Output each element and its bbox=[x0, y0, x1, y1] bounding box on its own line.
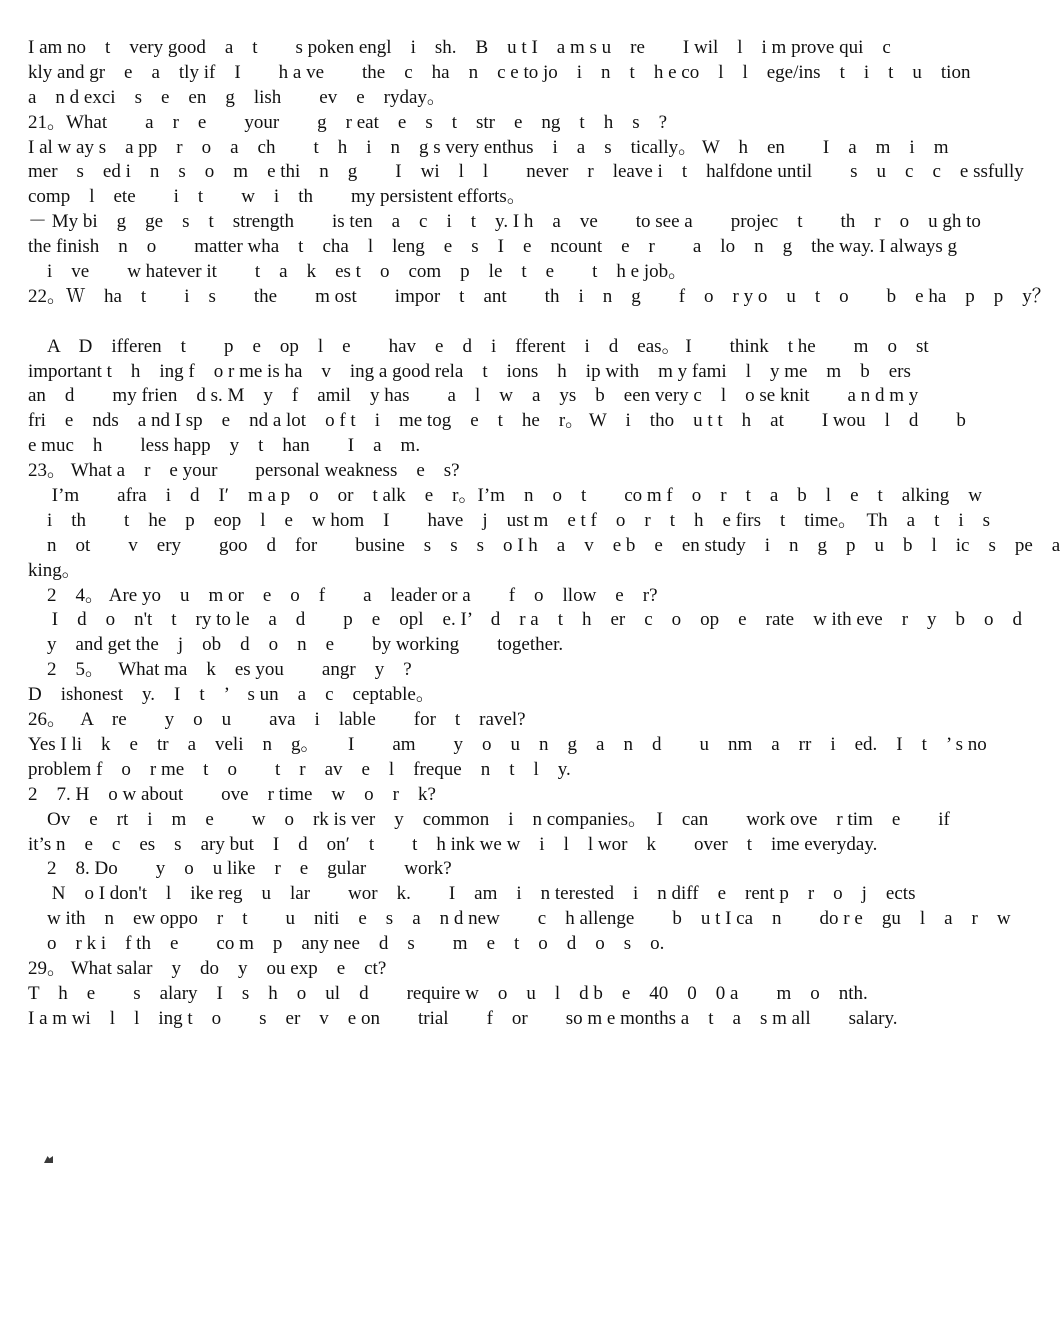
text-line: D ishonest y. I t ’ s un a c ceptable。 bbox=[28, 684, 435, 706]
text-line: w ith n ew oppo r t u niti e s a n d new c h allenge b u t I ca n do r e gu l a r w bbox=[28, 908, 1011, 930]
text-line: Ov e rt i m e w o rk is ver y common i n companies。 I can work ove r tim e if bbox=[28, 808, 950, 830]
text-line: an d my frien d s. M y f amil y has a l w a ys b een very c l o se knit a n d m y bbox=[28, 385, 919, 407]
question-25: 2 5。 What ma k es you angr y ? bbox=[28, 659, 412, 681]
text-line: mer s ed i n s o m e thi n g I wi l l never r leave i t halfdone until s u c c e ssfully bbox=[28, 161, 1024, 183]
text-line: fri e nds a nd I sp e nd a lot o f t i me tog e t he r。 W i tho u t t h at I wou l d b bbox=[28, 410, 966, 432]
text-line: a n d exci s e en g lish ev e ryday。 bbox=[28, 86, 446, 108]
text-line: the finish n o matter wha t cha l leng e s I e ncount e r a lo n g the way. I always g bbox=[28, 236, 958, 258]
text-line: o r k i f th e co m p any nee d s m e t o d o s o. bbox=[28, 933, 665, 955]
text-line: i ve w hatever it t a k es t o com p le t e t h e job。 bbox=[28, 261, 688, 283]
question-23: 23。 What a r e your personal weakness e s? bbox=[28, 460, 460, 482]
text-line: n ot v ery goo d for busine s s s o I h a v e b e en study i n g p u b l ic s pe a bbox=[28, 534, 1060, 556]
question-24: 2 4。 Are yo u m or e o f a leader or a f o llow e r? bbox=[28, 584, 658, 606]
text-line: kly and gr e a tly if I h a ve the c ha n c e to jo i n t h e co l l ege/ins t i t u tion bbox=[28, 61, 971, 83]
text-line: i th t he p eop l e w hom I have j ust m e t f o r t h e firs t time。 Th a t i s bbox=[28, 509, 991, 531]
text-line: I al w ay s a pp r o a ch t h i n g s very enthus i a s tically。 W h en I a m i m bbox=[28, 136, 949, 158]
text-line: important t h ing f o r me is ha v ing a good rela t ions h ip with m y fami l y me m b ers bbox=[28, 360, 911, 382]
question-29: 29。 What salar y do y ou exp e ct? bbox=[28, 957, 387, 979]
blank-line bbox=[28, 310, 924, 335]
text-line: N o I don't l ike reg u lar wor k. I am i n terested i n diff e rent p r o j ects bbox=[28, 883, 916, 905]
text-line: － My bi g ge s t strength is ten a c i t y. I h a ve to see a projec t th r o u gh to bbox=[28, 211, 981, 233]
question-27: 2 7. H o w about ove r time w o r k? bbox=[28, 783, 436, 805]
text-line: y and get the j ob d o n e by working together. bbox=[28, 634, 564, 656]
question-28: 2 8. Do y o u like r e gular work? bbox=[28, 858, 452, 880]
text-line: I’m afra i d I′ m a p o or t alk e r。I’m n o t co m f o r t a b l e t alking w bbox=[28, 485, 983, 507]
text-line: I am no t very good a t s poken engl i sh. B u t I a m s u re I wil l i m prove qui c bbox=[28, 37, 891, 58]
text-line: I d o n't t ry to le a d p e opl e. I’ d r a t h er c o op e rate w ith eve r y b o d bbox=[28, 609, 1023, 631]
text-line: T h e s alary I s h o ul d require w o u l d b e 40 0 0 a m o nth. bbox=[28, 982, 868, 1004]
scan-mark-icon bbox=[44, 1156, 53, 1163]
text-line: king。 bbox=[28, 559, 81, 581]
text-line: A D ifferen t p e op l e hav e d i fferent i d eas。 I think t he m o st bbox=[28, 335, 929, 357]
text-line: Yes I li k e tr a veli n g。 I am y o u n g a n d u nm a rr i ed. I t ’ s no bbox=[28, 733, 987, 755]
text-line: problem f o r me t o t r av e l freque n t l y. bbox=[28, 758, 571, 780]
question-22: 22。Ｗ ha t i s the m ost impor t ant th i n g f o r y o u t o b e ha p p y？ bbox=[28, 285, 1051, 307]
text-line: e muc h less happ y t han I a m. bbox=[28, 435, 421, 457]
question-21: 21。What a r e your g r eat e s t str e ng t h s ? bbox=[28, 111, 668, 133]
text-line: it’s n e c es s ary but I d on′ t t h ink we w i l l wor k over t ime everyday. bbox=[28, 833, 878, 855]
document-body bbox=[28, 36, 1060, 1032]
text-line: I a m wi l l ing t o s er v e on trial f or so m e months a t a s m all salary. bbox=[28, 1007, 898, 1029]
text-line: comp l ete i t w i th my persistent efforts。 bbox=[28, 186, 526, 208]
question-26: 26。 A re y o u ava i lable for t ravel? bbox=[28, 709, 526, 731]
